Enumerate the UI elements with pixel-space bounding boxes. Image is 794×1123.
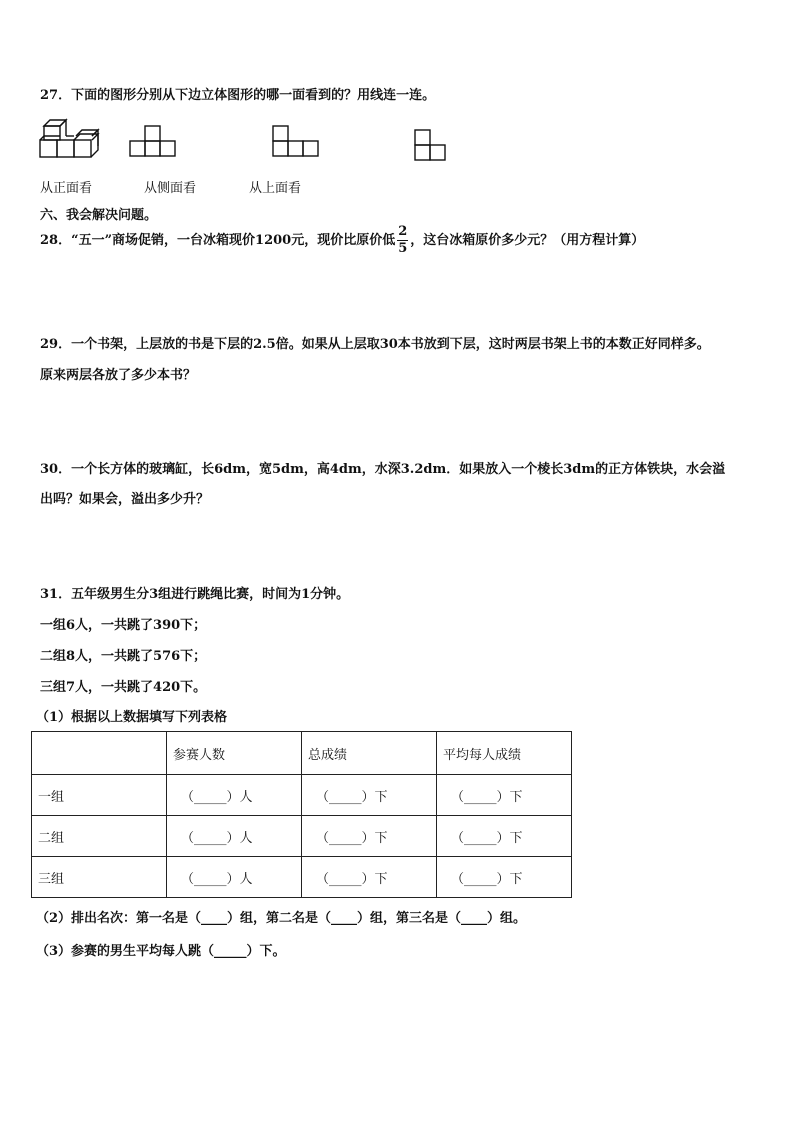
answer-blank-average[interactable]: （_____）下: [437, 775, 572, 816]
table-header-row: [32, 732, 572, 775]
view-label-top: 从上面看: [249, 181, 302, 196]
q29-line2: 原来两层各放了多少本书？: [40, 368, 197, 383]
q30-line2: 出吗？如果会，溢出多少升？: [40, 492, 210, 507]
table-row-label: 一组: [32, 775, 167, 816]
table-header-cell: 总成绩: [302, 732, 437, 775]
answer-blank-total[interactable]: （_____）下: [302, 816, 437, 857]
table-row: [32, 857, 572, 898]
table-row-label: 二组: [32, 816, 167, 857]
view-label-front: 从正面看: [40, 181, 93, 196]
answer-blank-average[interactable]: （_____）下: [437, 816, 572, 857]
fraction-denominator: 5: [398, 241, 408, 256]
answer-blank-count[interactable]: （_____）人: [167, 857, 302, 898]
view-figure-3: [414, 124, 450, 164]
answer-blank-average[interactable]: （_____）下: [437, 857, 572, 898]
score-table: [31, 731, 572, 898]
view-figure-2: [272, 124, 322, 160]
q30-line1: 30．一个长方体的玻璃缸，长6dm，宽5dm，高4dm，水深3.2dm．如果放入一个棱长3dm的正方体铁块，水会溢: [40, 462, 726, 477]
q31-group3: 三组7人，一共跳了420下。: [40, 680, 207, 695]
table-row: [32, 816, 572, 857]
answer-blank-count[interactable]: （_____）人: [167, 775, 302, 816]
table-row-label: 三组: [32, 857, 167, 898]
q31-sub3: （3）参赛的男生平均每人跳（_____）下。: [36, 944, 286, 959]
fraction: [397, 224, 408, 257]
q31-group1: 一组6人，一共跳了390下；: [40, 618, 207, 633]
q28-text: [40, 224, 644, 257]
q31-group2: 二组8人，一共跳了576下；: [40, 649, 207, 664]
table-header-cell: [32, 732, 167, 775]
section-heading: 六、我会解决问题。: [40, 208, 158, 223]
table-header-cell: 参赛人数: [167, 732, 302, 775]
q31-sub1: （1）根据以上数据填写下列表格: [36, 710, 228, 725]
q31-sub2: （2）排出名次：第一名是（____）组，第二名是（____）组，第三名是（____）组。: [36, 911, 527, 926]
answer-blank-total[interactable]: （_____）下: [302, 857, 437, 898]
view-label-side: 从侧面看: [144, 181, 197, 196]
fraction-numerator: 2: [398, 224, 408, 239]
q27-text: 27．下面的图形分别从下边立体图形的哪一面看到的？用线连一连。: [40, 88, 436, 103]
q28-after: ，这台冰箱原价多少元？（用方程计算）: [410, 233, 645, 248]
solid-figure: [38, 118, 102, 162]
q29-line1: 29．一个书架，上层放的书是下层的2.5倍。如果从上层取30本书放到下层，这时两层书架上书的本数正好同样多。: [40, 337, 710, 352]
answer-blank-count[interactable]: （_____）人: [167, 816, 302, 857]
q28-before: 28．“五一”商场促销，一台冰箱现价1200元，现价比原价低: [40, 233, 396, 248]
answer-blank-total[interactable]: （_____）下: [302, 775, 437, 816]
table-header-cell: 平均每人成绩: [437, 732, 572, 775]
table-row: [32, 775, 572, 816]
q31-intro: 31．五年级男生分3组进行跳绳比赛，时间为1分钟。: [40, 587, 350, 602]
view-figure-1: [129, 124, 179, 160]
